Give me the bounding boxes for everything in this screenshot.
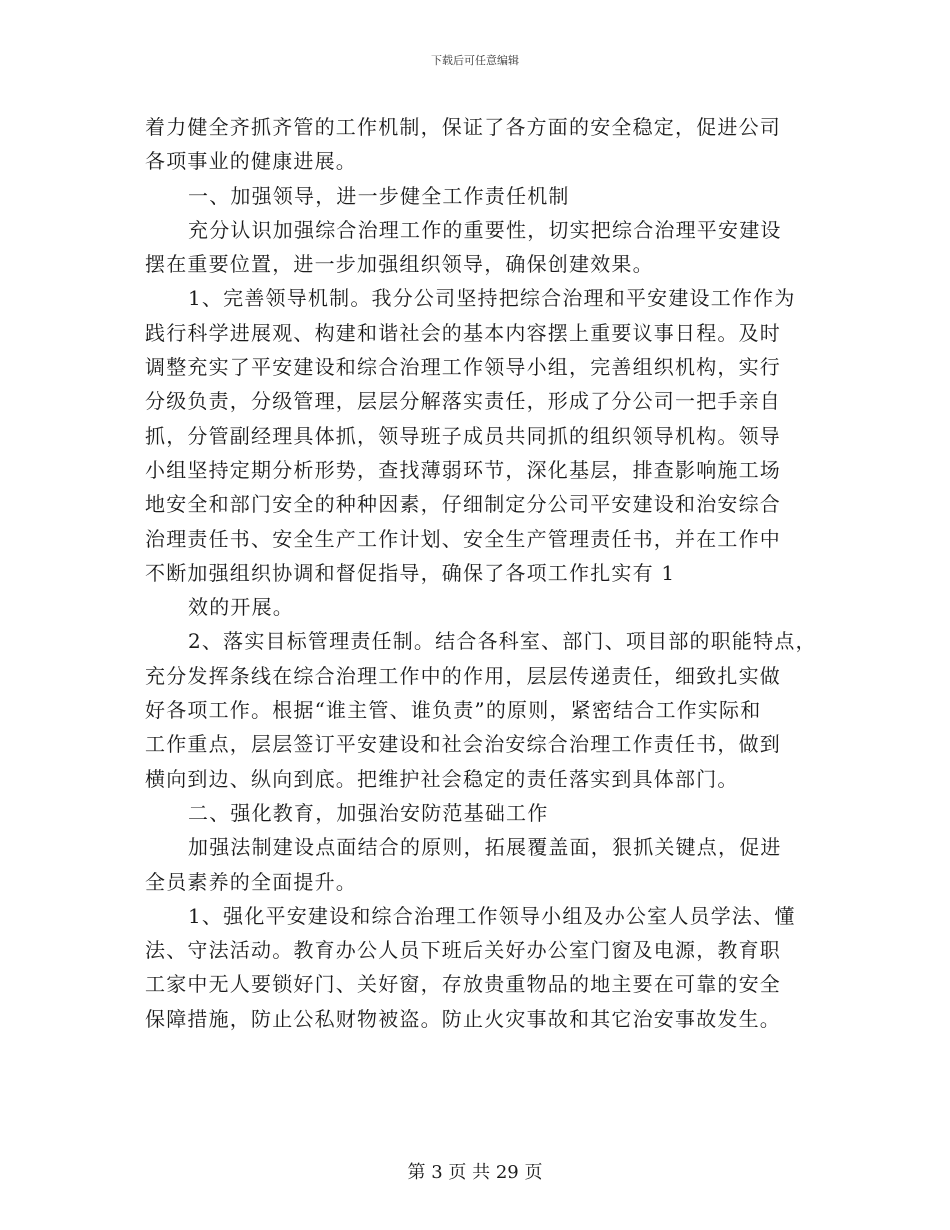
text-line: 2、落实目标管理责任制。结合各科室、部门、项目部的职能特点， <box>188 629 817 654</box>
document-body <box>145 110 825 1036</box>
text-line: 加强法制建设点面结合的原则，拓展覆盖面，狠抓关键点，促进 <box>188 835 782 860</box>
text-line: 保障措施，防止公私财物被盗。防止火灾事故和其它治安事故发生。 <box>145 1006 781 1031</box>
text-line: 一、加强领导，进一步健全工作责任机制 <box>188 183 570 208</box>
text-line: 法、守法活动。教育办公人员下班后关好办公室门窗及电源，教育职 <box>145 938 781 963</box>
text-line: 工家中无人要锁好门、关好窗，存放贵重物品的地主要在可靠的安全 <box>145 972 781 997</box>
text-line: 小组坚持定期分析形势，查找薄弱环节，深化基层，排查影响施工场 <box>145 457 781 482</box>
text-line: 好各项工作。根据“谁主管、谁负责”的原则，紧密结合工作实际和 <box>145 698 762 723</box>
text-line: 各项事业的健康进展。 <box>145 149 357 174</box>
text-line: 治理责任书、安全生产工作计划、安全生产管理责任书，并在工作中 <box>145 526 781 551</box>
text-line: 抓，分管副经理具体抓，领导班子成员共同抓的组织领导机构。领导 <box>145 423 781 448</box>
text-line: 践行科学进展观、构建和谐社会的基本内容摆上重要议事日程。及时 <box>145 320 781 345</box>
text-line: 地安全和部门安全的种种因素，仔细制定分公司平安建设和治安综合 <box>145 492 781 517</box>
text-line: 工作重点，层层签订平安建设和社会治安综合治理工作责任书，做到 <box>145 732 781 757</box>
text-line: 全员素养的全面提升。 <box>145 869 357 894</box>
text-line: 效的开展。 <box>188 595 294 620</box>
text-line: 不断加强组织协调和督促指导，确保了各项工作扎实有 1 <box>145 560 676 585</box>
text-line: 1、强化平安建设和综合治理工作领导小组及办公室人员学法、懂 <box>188 903 796 928</box>
text-line: 充分发挥条线在综合治理工作中的作用，层层传递责任，细致扎实做 <box>145 663 781 688</box>
text-line: 1、完善领导机制。我分公司坚持把综合治理和平安建设工作作为 <box>188 286 796 311</box>
text-line: 横向到边、纵向到底。把维护社会稳定的责任落实到具体部门。 <box>145 766 739 791</box>
text-line: 着力健全齐抓齐管的工作机制，保证了各方面的安全稳定，促进公司 <box>145 115 781 139</box>
page-header: 下载后可任意编辑 <box>431 54 519 67</box>
text-line: 调整充实了平安建设和综合治理工作领导小组，完善组织机构，实行 <box>145 355 781 380</box>
text-line: 分级负责，分级管理，层层分解落实责任，形成了分公司一把手亲自 <box>145 389 781 414</box>
text-line: 充分认识加强综合治理工作的重要性，切实把综合治理平安建设 <box>188 217 782 242</box>
text-line: 二、强化教育，加强治安防范基础工作 <box>188 800 549 825</box>
page-footer: 第 3 页 共 29 页 <box>407 1162 543 1183</box>
text-line: 摆在重要位置，进一步加强组织领导，确保创建效果。 <box>145 252 654 277</box>
